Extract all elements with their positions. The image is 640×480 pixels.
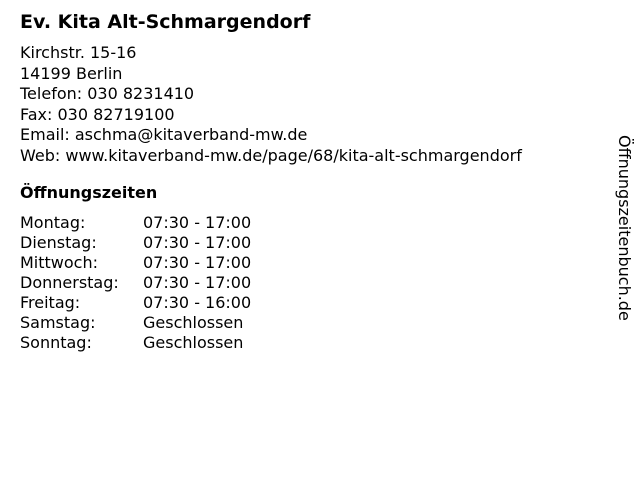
time-value: 07:30 - 16:00: [143, 293, 252, 312]
hours-row-tuesday: [20, 233, 320, 253]
day-label: Freitag:: [20, 293, 81, 312]
phone-number: Telefon: 030 8231410: [20, 84, 195, 103]
day-label: Mittwoch:: [20, 253, 98, 272]
page-title: Ev. Kita Alt-Schmargendorf: [20, 11, 311, 33]
time-value: 07:30 - 17:00: [143, 273, 252, 292]
time-value: 07:30 - 17:00: [143, 233, 252, 252]
hours-row-saturday: [20, 313, 320, 333]
hours-row-sunday: [20, 333, 320, 353]
fax-number: Fax: 030 82719100: [20, 104, 175, 124]
address-city: 14199 Berlin: [20, 63, 123, 83]
day-label: Samstag:: [20, 313, 96, 332]
time-value: 07:30 - 17:00: [143, 213, 252, 232]
hours-row-friday: [20, 293, 320, 313]
hours-row-monday: [20, 213, 320, 233]
hours-row-wednesday: [20, 253, 320, 273]
day-label: Dienstag:: [20, 233, 97, 252]
contact-block: [20, 43, 522, 166]
address-street: Kirchstr. 15-16: [20, 43, 137, 62]
email-address: Email: aschma@kitaverband-mw.de: [20, 125, 308, 144]
time-value: 07:30 - 17:00: [143, 253, 252, 272]
day-label: Sonntag:: [20, 333, 92, 352]
opening-hours-table: [20, 213, 320, 353]
brand-watermark: Öffnungszeitenbuch.de: [615, 135, 634, 321]
opening-hours-heading: Öffnungszeiten: [20, 183, 158, 202]
day-label: Donnerstag:: [20, 273, 119, 292]
hours-row-thursday: [20, 273, 320, 293]
time-value: Geschlossen: [143, 313, 244, 332]
website-url: Web: www.kitaverband-mw.de/page/68/kita-alt-schmargendorf: [20, 145, 522, 165]
day-label: Montag:: [20, 213, 86, 232]
time-value: Geschlossen: [143, 333, 244, 352]
